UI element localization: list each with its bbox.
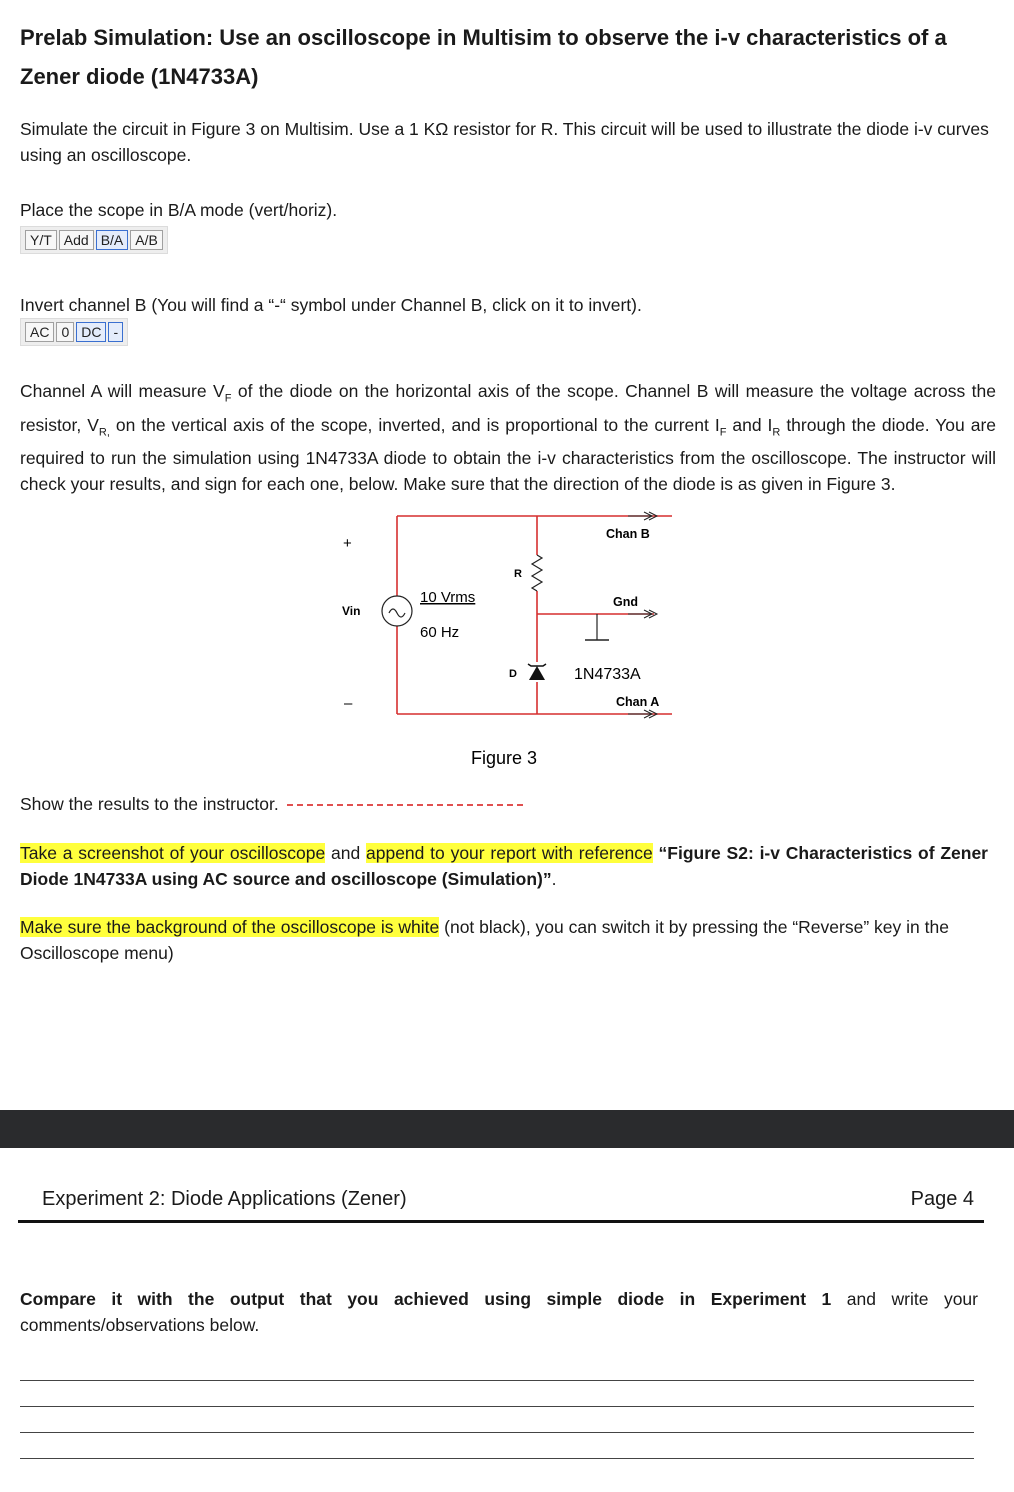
- screenshot-instruction: Take a screenshot of your oscilloscope and append to your report with reference “Figure S2: i-v Characteristics of Zener Diode 1N4733A using AC source and oscilloscope (Simulation)”.: [20, 843, 988, 889]
- scope-mode-instruction: Place the scope in B/A mode (vert/horiz).: [20, 200, 338, 220]
- invert-button[interactable]: -: [108, 322, 123, 342]
- answer-line[interactable]: [20, 1432, 974, 1433]
- zener-diode-icon: [529, 666, 545, 680]
- ac-coupling-button[interactable]: AC: [25, 322, 54, 342]
- answer-line[interactable]: [20, 1380, 974, 1381]
- footer-experiment-title: Experiment 2: Diode Applications (Zener): [42, 1188, 407, 1210]
- scope-mode-toolbar: [20, 226, 168, 254]
- answer-line[interactable]: [20, 1406, 974, 1407]
- channel-paragraph: Channel A will measure $V_F$ of the diode on the horizontal axis of the scope. Channel B will measure the voltage across the resistor, $V_{R,}$ on the vertical axis of the scope, inverted, and is proportional to the current $I_F$ and $I_R$ through the diode. You are required to run the simulation using 1N4733A diode to obtain the i-v characteristics from the oscilloscope. The instructor will check your results, and sign for each one, below. Make sure that the direction of the diode is as given in Figure 3.: [20, 381, 997, 494]
- chan-b-label: Chan B: [606, 527, 650, 541]
- yt-mode-button[interactable]: Y/T: [25, 230, 57, 250]
- page-title: Prelab Simulation: Use an oscilloscope in Multisim to observe the i-v characteristics of a Zener diode (1N4733A): [20, 25, 947, 89]
- background-instruction: Make sure the background of the oscilloscope is white (not black), you can switch it by pressing the “Reverse” key in the Oscilloscope menu): [20, 917, 949, 963]
- source-amplitude-label: 10 Vrms: [420, 589, 476, 606]
- channel-b-toolbar: [20, 318, 128, 346]
- footer-rule: [18, 1220, 984, 1223]
- figure-3-circuit: [0, 500, 1014, 780]
- ba-mode-button[interactable]: B/A: [96, 230, 129, 250]
- page-break-band: [0, 1110, 1014, 1148]
- chan-a-label: Chan A: [616, 695, 660, 709]
- diode-label: D: [509, 668, 517, 680]
- dc-coupling-button[interactable]: DC: [76, 322, 106, 342]
- resistor-label: R: [514, 568, 522, 580]
- minus-terminal-label: –: [344, 695, 353, 712]
- compare-instruction: Compare it with the output that you achieved using simple diode in Experiment 1 and write your comments/observations below.: [20, 1289, 978, 1335]
- plus-terminal-label: +: [343, 535, 352, 552]
- ab-mode-button[interactable]: A/B: [130, 230, 163, 250]
- invert-instruction: Invert channel B (You will find a “-“ symbol under Channel B, click on it to invert).: [20, 295, 642, 315]
- diode-model-label: 1N4733A: [574, 666, 641, 683]
- intro-paragraph: Simulate the circuit in Figure 3 on Multisim. Use a 1 KΩ resistor for R. This circuit will be used to illustrate the diode i-v curves using an oscilloscope.: [20, 119, 989, 165]
- gnd-label: Gnd: [613, 595, 638, 609]
- show-results-line: Show the results to the instructor.: [20, 791, 523, 817]
- resistor-icon: [532, 555, 542, 591]
- footer-page-number: Page 4: [910, 1188, 974, 1210]
- vin-label: Vin: [342, 604, 361, 618]
- answer-line[interactable]: [20, 1458, 974, 1459]
- add-mode-button[interactable]: Add: [59, 230, 94, 250]
- zero-coupling-button[interactable]: 0: [56, 322, 74, 342]
- source-frequency-label: 60 Hz: [420, 624, 460, 641]
- ac-source-icon: [382, 596, 412, 626]
- figure-caption: Figure 3: [471, 748, 538, 768]
